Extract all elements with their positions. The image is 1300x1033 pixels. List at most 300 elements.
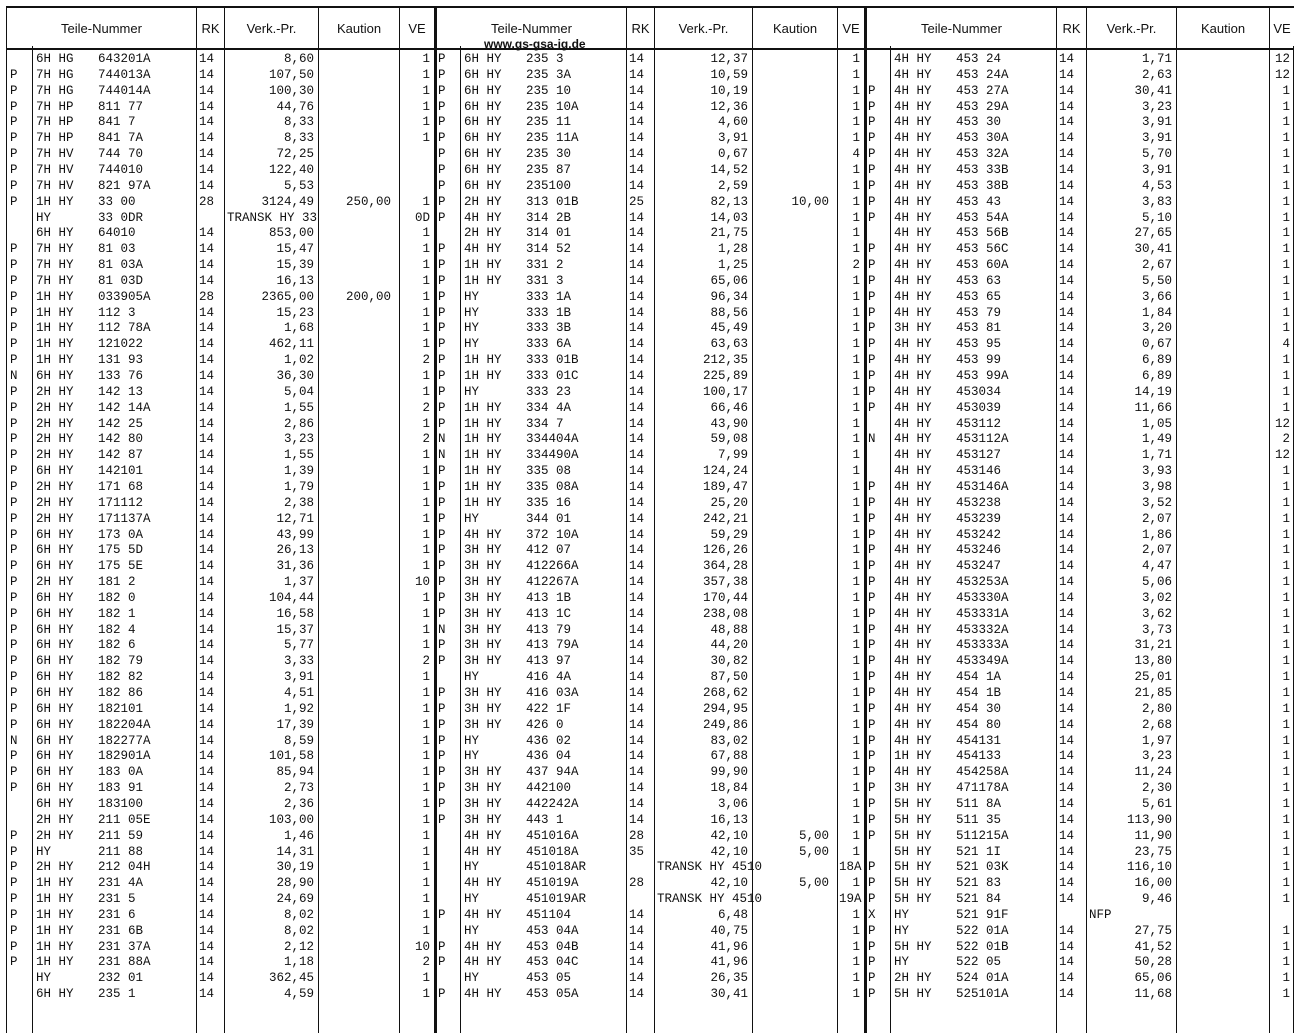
row-flag: P	[10, 860, 18, 875]
row-number: 437 94A	[526, 765, 579, 780]
row-flag: P	[438, 606, 446, 621]
row-rk: 14	[1059, 654, 1075, 669]
row-number: 033905A	[98, 289, 151, 304]
header-rk: RK	[196, 8, 224, 48]
row-ve: 1	[852, 432, 860, 447]
table-row	[864, 543, 1294, 559]
row-number: 453253A	[956, 575, 1009, 590]
table-row	[434, 971, 864, 987]
row-number: 453 04A	[526, 923, 579, 938]
row-flag: P	[868, 321, 876, 336]
row-number: 453 29A	[956, 99, 1009, 114]
row-ve: 1	[1282, 353, 1290, 368]
table-row	[6, 591, 434, 607]
table-row	[434, 290, 864, 306]
table-row	[864, 258, 1294, 274]
row-price: 8,02	[283, 923, 314, 938]
table-row	[6, 670, 434, 686]
row-ve: 1	[422, 622, 430, 637]
table-row	[6, 417, 434, 433]
row-group: 1H HY	[36, 907, 74, 922]
header-ve: VE	[399, 8, 434, 48]
row-ve: 1	[1282, 733, 1290, 748]
row-number: 744010	[98, 162, 144, 177]
table-row	[864, 480, 1294, 496]
header-verk-pr: Verk.-Pr.	[654, 8, 752, 48]
row-group: HY	[464, 337, 480, 352]
row-rk: 14	[1059, 844, 1075, 859]
row-rk: 14	[629, 686, 645, 700]
row-rk: 14	[1059, 701, 1075, 716]
row-number: 173 0A	[98, 527, 144, 542]
row-price: 12,37	[710, 52, 748, 66]
row-flag: P	[438, 289, 446, 304]
table-row	[6, 401, 434, 417]
row-ve: 1	[1282, 131, 1290, 146]
row-price: 41,52	[1134, 939, 1172, 954]
row-price: 3,91	[1141, 162, 1172, 177]
row-group: 4H HY	[894, 178, 932, 193]
row-price: 1,25	[717, 258, 748, 273]
table-row	[864, 670, 1294, 686]
row-price: 83,02	[710, 733, 748, 748]
row-number: 331 3	[526, 273, 564, 288]
row-ve: 1	[852, 670, 860, 685]
row-rk: 25	[629, 194, 645, 209]
row-ve: 1	[852, 796, 860, 811]
row-flag: P	[438, 781, 446, 796]
row-group: 1H HY	[464, 464, 502, 479]
row-rk: 14	[1059, 464, 1075, 479]
row-number: 412267A	[526, 575, 579, 590]
row-price: 1,86	[1141, 527, 1172, 542]
row-flag: P	[868, 353, 876, 368]
table-row	[6, 353, 434, 369]
row-flag: P	[868, 83, 876, 98]
row-rk: 14	[199, 606, 215, 621]
row-price: 3,23	[283, 432, 314, 447]
price-panel-2	[434, 6, 864, 1033]
row-ve: 1	[422, 781, 430, 796]
row-rk: 14	[629, 511, 645, 526]
row-ve: 1	[422, 52, 430, 66]
row-ve: 1	[1282, 289, 1290, 304]
row-ve: 18A	[839, 860, 862, 875]
row-number: 331 2	[526, 258, 564, 273]
table-row	[434, 401, 864, 417]
row-flag: P	[10, 622, 18, 637]
row-ve: 1	[1282, 242, 1290, 257]
row-flag: P	[868, 765, 876, 780]
row-rk: 14	[1059, 226, 1075, 241]
row-ve: 1	[422, 606, 430, 621]
row-number: 453 43	[956, 194, 1002, 209]
row-ve: 1	[422, 369, 430, 383]
row-ve: 1	[1282, 812, 1290, 827]
row-rk: 14	[629, 495, 645, 510]
row-rk: 14	[1059, 67, 1075, 82]
row-group: HY	[464, 289, 480, 304]
row-number: 453 95	[956, 337, 1002, 352]
row-group: 4H HY	[894, 289, 932, 304]
row-flag: P	[438, 654, 446, 669]
row-number: 522 01A	[956, 923, 1009, 938]
row-rk: 14	[629, 907, 645, 922]
row-rk: 14	[199, 131, 215, 146]
row-number: 231 88A	[98, 955, 151, 970]
price-panel-3	[864, 6, 1294, 1033]
row-number: 453 56B	[956, 226, 1009, 241]
row-flag: P	[868, 369, 876, 383]
row-flag: P	[868, 99, 876, 114]
row-group: 6H HY	[464, 178, 502, 193]
table-row	[434, 987, 864, 1003]
row-rk: 14	[1059, 590, 1075, 605]
price-panel-1	[6, 6, 434, 1033]
row-flag: P	[868, 495, 876, 510]
row-rk: 14	[199, 939, 215, 954]
row-ve: 1	[422, 876, 430, 891]
table-row	[6, 623, 434, 639]
row-ve: 1	[422, 289, 430, 304]
row-group: 5H HY	[894, 844, 932, 859]
row-group: 5H HY	[894, 987, 932, 1002]
row-flag: P	[438, 955, 446, 970]
row-price: 1,68	[283, 321, 314, 336]
table-row	[864, 52, 1294, 68]
table-row	[434, 274, 864, 290]
row-number: 81 03A	[98, 258, 144, 273]
table-row	[6, 115, 434, 131]
row-ve: 2	[422, 432, 430, 447]
row-rk: 14	[629, 701, 645, 716]
row-group: 1H HY	[36, 923, 74, 938]
row-rk: 14	[199, 479, 215, 494]
row-number: 522 01B	[956, 939, 1009, 954]
row-ve: 1	[422, 717, 430, 732]
row-rk: 14	[1059, 559, 1075, 574]
row-group: 4H HY	[894, 416, 932, 431]
row-price: 362,45	[268, 971, 314, 986]
row-rk: 14	[1059, 305, 1075, 320]
header-kaution: Kaution	[1176, 8, 1269, 48]
table-row	[6, 575, 434, 591]
row-ve: 1	[852, 99, 860, 114]
row-number: 511 8A	[956, 796, 1002, 811]
row-ve: 1	[1282, 511, 1290, 526]
row-price: 16,13	[710, 812, 748, 827]
row-number: 453246	[956, 543, 1002, 558]
row-number: 231 6	[98, 907, 136, 922]
row-price: 1,79	[283, 479, 314, 494]
row-number: 453146	[956, 464, 1002, 479]
row-rk: 14	[629, 289, 645, 304]
row-number: 81 03	[98, 242, 136, 257]
header-teile-nummer: Teile-Nummer	[434, 8, 626, 48]
row-flag: P	[10, 559, 18, 574]
row-number: 811 77	[98, 99, 144, 114]
table-row	[434, 480, 864, 496]
row-rk: 14	[629, 178, 645, 193]
row-price: 5,53	[283, 178, 314, 193]
row-flag: N	[10, 369, 18, 383]
row-group: 6H HY	[36, 369, 74, 383]
row-price: 87,50	[710, 670, 748, 685]
row-number: 454258A	[956, 765, 1009, 780]
row-group: 2H HY	[36, 828, 74, 843]
row-number: 235 10	[526, 83, 572, 98]
row-rk: 14	[629, 590, 645, 605]
row-price: 23,75	[1134, 844, 1172, 859]
row-number: 453112A	[956, 432, 1009, 447]
row-flag: P	[10, 654, 18, 669]
row-number: 182101	[98, 701, 144, 716]
table-row	[434, 765, 864, 781]
row-rk: 14	[199, 321, 215, 336]
table-row	[6, 924, 434, 940]
row-rk: 14	[629, 781, 645, 796]
row-price: 16,58	[276, 606, 314, 621]
row-rk: 14	[199, 876, 215, 891]
table-header	[434, 6, 864, 50]
row-flag: P	[868, 131, 876, 146]
row-rk: 14	[1059, 131, 1075, 146]
row-price: 40,75	[710, 923, 748, 938]
table-row	[434, 163, 864, 179]
row-rk: 14	[629, 273, 645, 288]
row-number: 412 07	[526, 543, 572, 558]
row-number: 313 01B	[526, 194, 579, 209]
row-flag: P	[10, 305, 18, 320]
row-ve: 1	[422, 892, 430, 907]
row-group: 4H HY	[464, 907, 502, 922]
row-number: 453034	[956, 384, 1002, 399]
row-flag: P	[438, 67, 446, 82]
row-ve: 1	[852, 194, 860, 209]
row-number: 453 30	[956, 115, 1002, 130]
row-ve: 1	[1282, 162, 1290, 177]
row-number: 821 97A	[98, 178, 151, 193]
table-row	[6, 147, 434, 163]
row-number: 744013A	[98, 67, 151, 82]
row-price: 2,30	[1141, 781, 1172, 796]
price-list-page	[6, 6, 1294, 1033]
row-ve: 1	[1282, 765, 1290, 780]
row-group: 4H HY	[894, 131, 932, 146]
row-number: 183 0A	[98, 765, 144, 780]
row-rk: 14	[629, 765, 645, 780]
row-price: 8,60	[283, 52, 314, 66]
table-row	[6, 290, 434, 306]
table-row	[6, 908, 434, 924]
row-group: 6H HY	[36, 606, 74, 621]
row-price: 13,80	[1134, 654, 1172, 669]
row-group: 7H HG	[36, 83, 74, 98]
row-ve: 1	[422, 242, 430, 257]
row-group: 2H HY	[36, 495, 74, 510]
row-number: 231 37A	[98, 939, 151, 954]
table-row	[6, 432, 434, 448]
header-kaution: Kaution	[752, 8, 837, 48]
row-price: 7,99	[717, 448, 748, 463]
row-price: 0,67	[1141, 337, 1172, 352]
table-row	[6, 860, 434, 876]
row-number: 334 7	[526, 416, 564, 431]
table-row	[434, 100, 864, 116]
row-price: 59,29	[710, 527, 748, 542]
row-ve: 1	[1282, 527, 1290, 542]
row-number: 453 24A	[956, 67, 1009, 82]
row-rk: 14	[1059, 765, 1075, 780]
row-ve: 1	[422, 765, 430, 780]
row-group: 3H HY	[464, 812, 502, 827]
row-group: 6H HG	[36, 52, 74, 66]
row-price: 103,00	[268, 812, 314, 827]
table-row	[864, 686, 1294, 702]
row-number: 453239	[956, 511, 1002, 526]
row-number: 451104	[526, 907, 572, 922]
row-flag: P	[868, 876, 876, 891]
row-ve: 1	[852, 353, 860, 368]
row-rk: 14	[199, 384, 215, 399]
table-row	[6, 955, 434, 971]
row-group: 7H HP	[36, 99, 74, 114]
row-ve: 1	[422, 67, 430, 82]
row-ve: 2	[422, 955, 430, 970]
row-group: 7H HY	[36, 258, 74, 273]
row-group: 3H HY	[464, 590, 502, 605]
row-flag: P	[438, 733, 446, 748]
table-row	[864, 512, 1294, 528]
row-price: 25,01	[1134, 670, 1172, 685]
row-group: 5H HY	[894, 828, 932, 843]
row-group: 4H HY	[894, 701, 932, 716]
table-row	[864, 559, 1294, 575]
table-row	[864, 274, 1294, 290]
row-number: 211 88	[98, 844, 144, 859]
row-number: 182 6	[98, 638, 136, 653]
row-ve: 1	[852, 115, 860, 130]
row-price: TRANSK HY 4510	[657, 892, 763, 907]
row-ve: 1	[852, 686, 860, 700]
table-row	[6, 512, 434, 528]
header-ve: VE	[837, 8, 864, 48]
row-number: 182901A	[98, 749, 151, 764]
row-group: 4H HY	[894, 686, 932, 700]
row-group: 6H HY	[36, 670, 74, 685]
row-price: 28,90	[276, 876, 314, 891]
row-ve: 1	[1282, 622, 1290, 637]
row-rk: 14	[1059, 83, 1075, 98]
row-price: 2,12	[283, 939, 314, 954]
row-rk: 14	[1059, 369, 1075, 383]
row-rk: 14	[629, 337, 645, 352]
table-row	[6, 892, 434, 908]
row-rk: 14	[1059, 416, 1075, 431]
table-row	[864, 955, 1294, 971]
row-price: 2,86	[283, 416, 314, 431]
row-group: 4H HY	[894, 543, 932, 558]
row-ve: 1	[852, 511, 860, 526]
row-ve: 1	[1282, 876, 1290, 891]
row-number: 235 10A	[526, 99, 579, 114]
row-price: 1,71	[1141, 448, 1172, 463]
row-group: 2H HY	[464, 226, 502, 241]
table-row	[864, 131, 1294, 147]
row-flag: P	[868, 796, 876, 811]
table-row	[864, 401, 1294, 417]
row-group: 7H HV	[36, 178, 74, 193]
row-ve: 1	[1282, 83, 1290, 98]
row-group: 4H HY	[894, 353, 932, 368]
row-ve: 1	[852, 337, 860, 352]
table-row	[6, 163, 434, 179]
row-rk: 14	[199, 242, 215, 257]
row-price: 3,33	[283, 654, 314, 669]
row-price: 15,39	[276, 258, 314, 273]
row-ve: 1	[422, 686, 430, 700]
table-row	[6, 369, 434, 385]
row-ve: 1	[852, 384, 860, 399]
row-ve: 12	[1274, 67, 1290, 82]
row-ve: 1	[422, 749, 430, 764]
row-group: 4H HY	[894, 162, 932, 177]
row-price: 6,48	[717, 907, 748, 922]
row-number: 334 4A	[526, 400, 572, 415]
row-price: 14,19	[1134, 384, 1172, 399]
row-number: 235 3A	[526, 67, 572, 82]
row-number: 235 3	[526, 52, 564, 66]
table-row	[6, 242, 434, 258]
row-group: 7H HP	[36, 115, 74, 130]
watermark-url: www.gs-gsa-ig.de	[484, 37, 586, 51]
row-rk: 14	[629, 305, 645, 320]
row-price: 3,73	[1141, 622, 1172, 637]
row-ve: 1	[852, 749, 860, 764]
row-rk: 14	[1059, 162, 1075, 177]
row-group: 4H HY	[894, 464, 932, 479]
row-rk: 14	[199, 733, 215, 748]
row-rk: 14	[1059, 923, 1075, 938]
row-price: 63,63	[710, 337, 748, 352]
row-number: 175 5D	[98, 543, 144, 558]
row-rk: 14	[1059, 432, 1075, 447]
row-price: 1,84	[1141, 305, 1172, 320]
row-ve: 1	[1282, 923, 1290, 938]
row-price: 30,41	[1134, 83, 1172, 98]
row-rk: 14	[1059, 987, 1075, 1002]
table-row	[434, 543, 864, 559]
row-rk: 14	[199, 781, 215, 796]
row-group: 4H HY	[894, 83, 932, 98]
row-ve: 1	[852, 226, 860, 241]
table-row	[434, 575, 864, 591]
row-ve: 1	[422, 987, 430, 1002]
row-ve: 1	[422, 923, 430, 938]
row-ve: 12	[1274, 52, 1290, 66]
row-flag: P	[10, 353, 18, 368]
row-flag: P	[10, 765, 18, 780]
table-row	[864, 654, 1294, 670]
row-ve: 2	[422, 353, 430, 368]
row-price: 21,75	[710, 226, 748, 241]
row-price: 44,20	[710, 638, 748, 653]
row-group: 6H HY	[36, 559, 74, 574]
row-flag: P	[10, 178, 18, 193]
row-number: 81 03D	[98, 273, 144, 288]
row-price: TRANSK HY 4510	[657, 860, 763, 875]
row-rk: 14	[1059, 971, 1075, 986]
